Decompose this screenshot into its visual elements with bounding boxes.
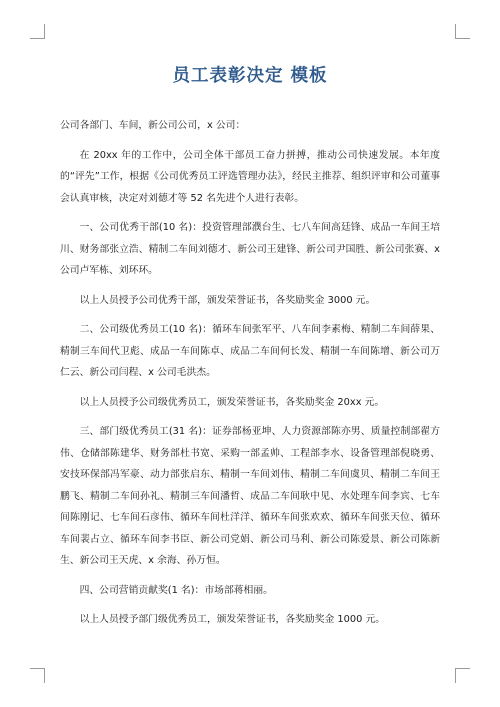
section-1-reward: 以上人员授予公司优秀干部，颁发荣誉证书，各奖励奖金 3000 元。: [79, 294, 376, 306]
section-4-reward: 以上人员授予部门级优秀员工，颁发荣誉证书，各奖励奖金 1000 元。: [79, 614, 386, 625]
salutation: 公司各部门、车间，新公司公司，x 公司：: [60, 120, 246, 131]
section-1-paragraph: 一、公司优秀干部(10 名)：投资管理部濮台生、七八车间高廷锋、成品一车间王培川、财务部张立浩、精制二车间刘德才、新公司王建锋、新公司尹国胜、新公司张赛、x 公司卢军栋、刘环环。: [60, 222, 440, 276]
section-2-reward: 以上人员授予公司级优秀员工，颁发荣誉证书，各奖励奖金 20xx 元。: [79, 396, 385, 408]
section-4-paragraph: 四、公司营销贡献奖(1 名)：市场部蒋相丽。: [79, 584, 273, 596]
section-2-paragraph: 二、公司级优秀员工(10 名)：循环车间张军平、八车间李素梅、精制二车间薛果、精制三车间代卫彪、成品一车间陈卓、成品二车间何长发、精制一车间陈增、新公司万仁云、新公司闫程、x 公司毛洪杰。: [60, 324, 440, 378]
intro-paragraph: 在 20xx 年的工作中，公司全体干部员工奋力拼搏，推动公司快速发展。本年度的“评先”工作，根据《公司优秀员工评选管理办法》，经民主推荐、组织评审和公司董事会认真审核，决定对刘德才等 52 名先进个人进行表彰。: [60, 149, 440, 204]
crop-mark-top-left: [30, 24, 45, 39]
document-page: [60, 62, 440, 639]
crop-mark-bottom-right: [455, 668, 470, 683]
section-3-paragraph: 三、部门级优秀员工(31 名)：证券部杨亚坤、人力资源部陈亦男、质量控制部翟方伟、仓储部陈建华、财务部杜书宽、采购一部孟帅、工程部李水、设备管理部倪晓勇、安技环保部冯军豪、动力部张启东、精制一车间刘伟、精制二车间虞贝、精制二车间王鹏飞、精制二车间孙礼、精制三车间潘哲、成品二车间耿中见、水处理车间李宾、七车间陈刚记、七车间石彦伟、循环车间杜洋洋、循环车间张欢欢、循环车间张天位、循环车间裴占立、循环车间李书臣、新公司党娟、新公司马利、新公司陈爱景、新公司陈新生、新公司王天虎、x 余海、孙万恒。: [60, 426, 440, 566]
document-title: 员工表彰决定 模板: [172, 66, 328, 86]
crop-mark-bottom-left: [30, 668, 45, 683]
crop-mark-top-right: [455, 24, 470, 39]
